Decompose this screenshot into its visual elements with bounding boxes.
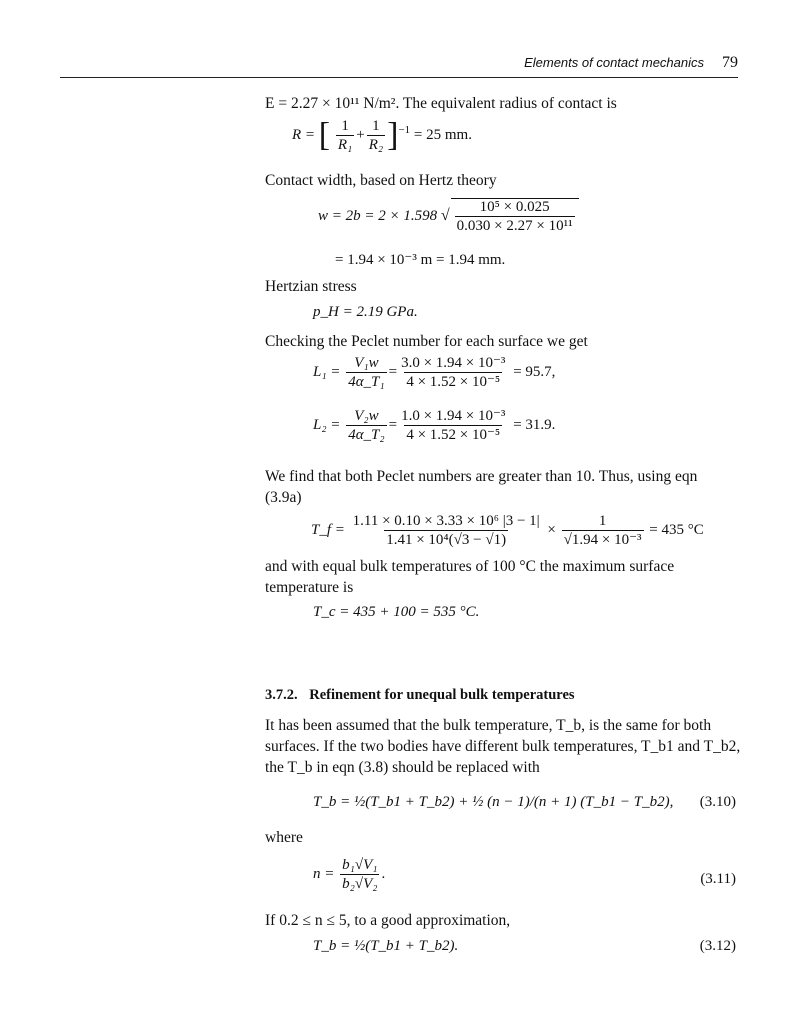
equation-312-label: (3.12)	[699, 938, 736, 954]
section-title: Refinement for unequal bulk temperatures	[309, 687, 575, 703]
eq-width-lhs: w = 2b = 2 × 1.598	[318, 207, 438, 224]
equation-hertz: p_H = 2.19 GPa.	[313, 304, 418, 320]
page-number: 79	[722, 54, 738, 71]
equation-310: T_b = ½(T_b1 + T_b2) + ½ (n − 1)/(n + 1) (T_b1 − T_b2),	[313, 794, 674, 810]
eq-311-num: b₁√V₁	[342, 857, 378, 873]
equation-width: w = 2b = 2 × 1.598 √ $\frac{\text{10⁵ × 0.025}}{\text{0.030 × 2.27 × 10¹¹}}$	[318, 198, 579, 234]
paragraph-peclet-result-1: We find that both Peclet numbers are greater than 10. Thus, using eqn	[265, 468, 698, 485]
equation-peclet1: L₁ = $\frac{\text{V₁w}}{\text{4α\_T₁}}$ = $\frac{\text{3.0 × 1.94 × 10⁻³}}{\text{4 × 1.52 × 10⁻⁵}}$ = 95.7,	[313, 355, 556, 390]
eq-radius-exp: −1	[398, 123, 411, 136]
equation-peclet2: L₂ = $\frac{\text{V₂w}}{\text{4α\_T₂}}$ = $\frac{\text{1.0 × 1.94 × 10⁻³}}{\text{4 × 1.52 × 10⁻⁵}}$ = 31.9.	[313, 408, 556, 443]
paragraph-contact-width: Contact width, based on Hertz theory	[265, 172, 497, 189]
paragraph-assumption-1: It has been assumed that the bulk temperature, T_b, is the same for both	[265, 717, 712, 734]
eq-p1-rhs: = 95.7,	[513, 363, 556, 380]
eq-radius-rhs: = 25 mm.	[413, 126, 472, 143]
equation-310-label: (3.10)	[699, 794, 736, 810]
section-heading	[265, 687, 575, 704]
paragraph-bulk-2: temperature is	[265, 579, 354, 596]
paragraph-hertzian: Hertzian stress	[265, 278, 357, 295]
eq-radius-r1: R₁	[337, 137, 353, 153]
eq-311-lhs: n =	[313, 865, 335, 882]
eq-p1-lhs: L₁ =	[313, 363, 341, 380]
eq-radius-lhs: R =	[292, 126, 316, 143]
section-number: 3.7.2.	[265, 687, 298, 703]
eq-p2-lhs: L₂ =	[313, 416, 341, 433]
header-rule	[60, 77, 738, 78]
eq-p1-den2: 4 × 1.52 × 10⁻⁵	[406, 374, 501, 390]
eq-width-den: 0.030 × 2.27 × 10¹¹	[456, 218, 573, 234]
equation-radius: R = [ $\frac{1}{\text{R₁}}$ + $\frac{1}{\text{R₂}}$ ]$^{-1}$ = 25 mm.	[292, 116, 472, 154]
eq-p1-den1: 4α_T₁	[348, 374, 385, 390]
eq-tf-num2: 1	[598, 513, 607, 529]
paragraph-peclet-result-2: (3.9a)	[265, 489, 302, 506]
paragraph-bulk-1: and with equal bulk temperatures of 100 °C the maximum surface	[265, 558, 675, 575]
equation-tc: T_c = 435 + 100 = 535 °C.	[313, 604, 480, 620]
paragraph-approx: If 0.2 ≤ n ≤ 5, to a good approximation,	[265, 912, 511, 929]
running-title: Elements of contact mechanics	[524, 55, 704, 70]
eq-p2-num1: V₂w	[354, 408, 379, 424]
paragraph-modulus: E = 2.27 × 10¹¹ N/m². The equivalent radius of contact is	[265, 95, 617, 112]
eq-tf-den1: 1.41 × 10⁴(√3 − √1)	[386, 532, 507, 548]
eq-311-den: b₂√V₂	[342, 876, 378, 892]
eq-tf-times: ×	[547, 521, 556, 538]
eq-radius-num2: 1	[372, 118, 380, 134]
equation-tf	[311, 513, 704, 548]
eq-tf-lhs: T_f =	[311, 521, 345, 538]
eq-p2-den2: 4 × 1.52 × 10⁻⁵	[406, 427, 501, 443]
eq-p2-rhs: = 31.9.	[513, 416, 556, 433]
eq-radius-r2: R₂	[368, 137, 384, 153]
equation-width-result: = 1.94 × 10⁻³ m = 1.94 mm.	[335, 252, 506, 268]
eq-p1-num1: V₁w	[354, 355, 379, 371]
equation-311: n = $\frac{\text{b₁√V₁}}{\text{b₂√V₂}}$ .	[313, 857, 386, 892]
paragraph-where: where	[265, 829, 303, 846]
eq-tf-num1: 1.11 × 0.10 × 3.33 × 10⁶ |3 − 1|	[352, 513, 540, 529]
eq-p2-den1: 4α_T₂	[348, 427, 385, 443]
paragraph-peclet: Checking the Peclet number for each surface we get	[265, 333, 588, 350]
eq-tf-den2: √1.94 × 10⁻³	[563, 532, 642, 548]
eq-tf-rhs: = 435 °C	[649, 521, 704, 538]
equation-311-label: (3.11)	[700, 871, 736, 887]
eq-width-num: 10⁵ × 0.025	[479, 199, 550, 215]
eq-radius-num1: 1	[341, 118, 349, 134]
paragraph-assumption-3: the T_b in eqn (3.8) should be replaced with	[265, 759, 540, 776]
eq-p2-num2: 1.0 × 1.94 × 10⁻³	[401, 408, 506, 424]
equation-312: T_b = ½(T_b1 + T_b2).	[313, 938, 459, 954]
paragraph-assumption-2: surfaces. If the two bodies have different bulk temperatures, T_b1 and T_b2,	[265, 738, 741, 755]
eq-p1-num2: 3.0 × 1.94 × 10⁻³	[401, 355, 506, 371]
